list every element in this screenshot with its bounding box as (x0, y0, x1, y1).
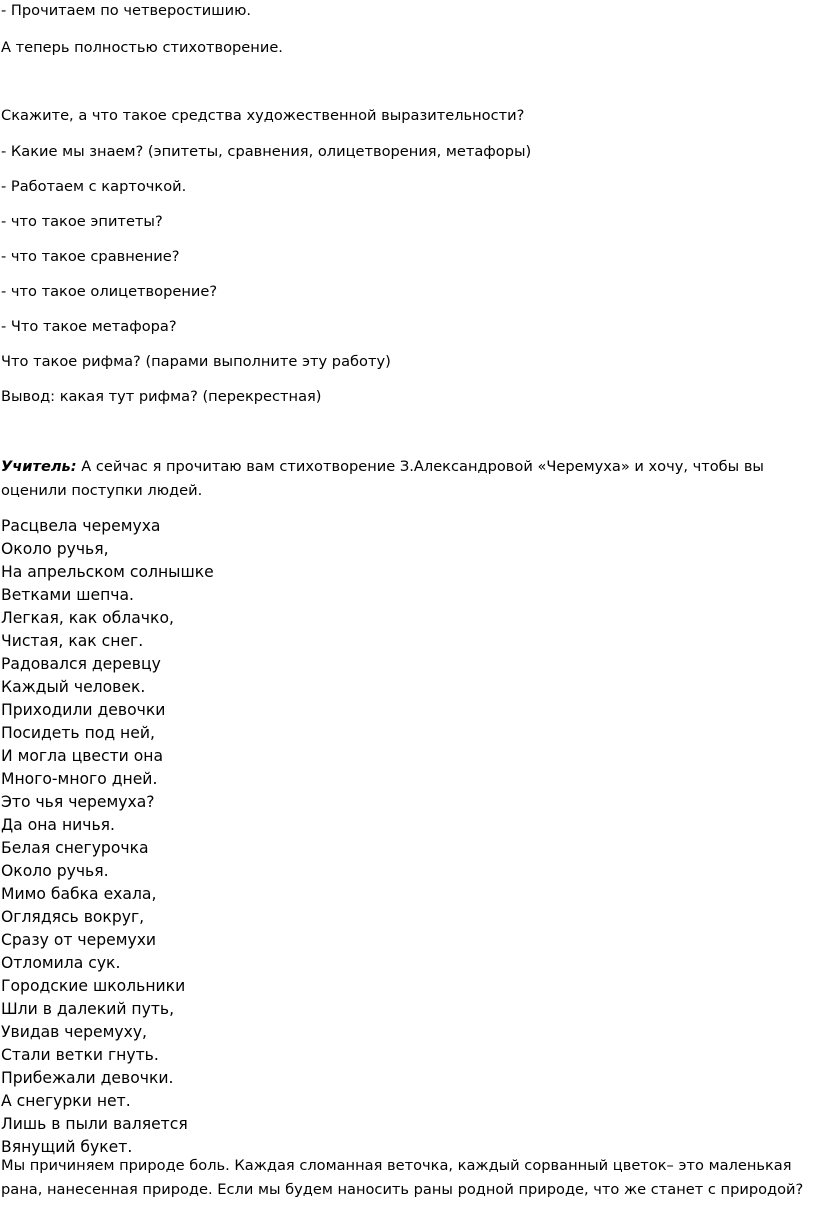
question-line-3: - Работаем с карточкой. (1, 178, 187, 195)
poem-line: И могла цвести она (1, 747, 164, 765)
poem-line: Чистая, как снег. (1, 632, 144, 650)
intro-line-1: - Прочитаем по четверостишию. (1, 2, 252, 19)
poem-line: Легкая, как облачко, (1, 609, 174, 627)
teacher-label: Учитель: (1, 458, 77, 475)
question-line-4: - что такое эпитеты? (1, 213, 163, 230)
poem-line: Мимо бабка ехала, (1, 885, 157, 903)
question-line-7: - Что такое метафора? (1, 318, 177, 335)
poem-line: Посидеть под ней, (1, 724, 155, 742)
poem-line: Каждый человек. (1, 678, 146, 696)
question-line-9: Вывод: какая тут рифма? (перекрестная) (1, 388, 322, 405)
poem-line: Приходили девочки (1, 701, 166, 719)
poem-line: Ветками шепча. (1, 586, 134, 604)
poem-line: Прибежали девочки. (1, 1069, 174, 1087)
poem-line: Около ручья, (1, 540, 109, 558)
question-line-1: Скажите, а что такое средства художественной выразительности? (1, 107, 525, 124)
question-line-5: - что такое сравнение? (1, 248, 180, 265)
poem-line: Увидав черемуху, (1, 1023, 148, 1041)
teacher-paragraph (1, 455, 811, 503)
poem-line: Сразу от черемухи (1, 931, 157, 949)
question-line-8: Что такое рифма? (парами выполните эту работу) (1, 353, 391, 370)
poem-line: Много-много дней. (1, 770, 158, 788)
poem-line: Это чья черемуха? (1, 793, 155, 811)
poem-line: Вянущий букет. (1, 1138, 133, 1156)
intro-line-2: А теперь полностью стихотворение. (1, 39, 283, 56)
teacher-text: А сейчас я прочитаю вам стихотворение З.Александровой «Черемуха» и хочу, чтобы вы оценили поступки людей. (1, 458, 764, 499)
poem-line: Городские школьники (1, 977, 186, 995)
poem-line: Шли в далекий путь, (1, 1000, 175, 1018)
poem-line: Да она ничья. (1, 816, 116, 834)
question-line-2: - Какие мы знаем? (эпитеты, сравнения, олицетворения, метафоры) (1, 143, 532, 160)
poem-line: Отломила сук. (1, 954, 121, 972)
poem-line: Оглядясь вокруг, (1, 908, 145, 926)
question-line-6: - что такое олицетворение? (1, 283, 218, 300)
conclusion-paragraph: Мы причиняем природе боль. Каждая сломанная веточка, каждый сорванный цветок– это маленькая рана, нанесенная природе. Если мы будем наносить раны родной природе, что же станет с природой? (1, 1157, 804, 1198)
poem-line: Лишь в пыли валяется (1, 1115, 188, 1133)
poem-line: На апрельском солнышке (1, 563, 214, 581)
poem-line: Около ручья. (1, 862, 109, 880)
poem-line: Расцвела черемуха (1, 517, 161, 535)
poem-line: Белая снегурочка (1, 839, 149, 857)
poem-line: А снегурки нет. (1, 1092, 131, 1110)
poem-line: Радовался деревцу (1, 655, 161, 673)
poem-line: Стали ветки гнуть. (1, 1046, 159, 1064)
poem (1, 515, 214, 1159)
